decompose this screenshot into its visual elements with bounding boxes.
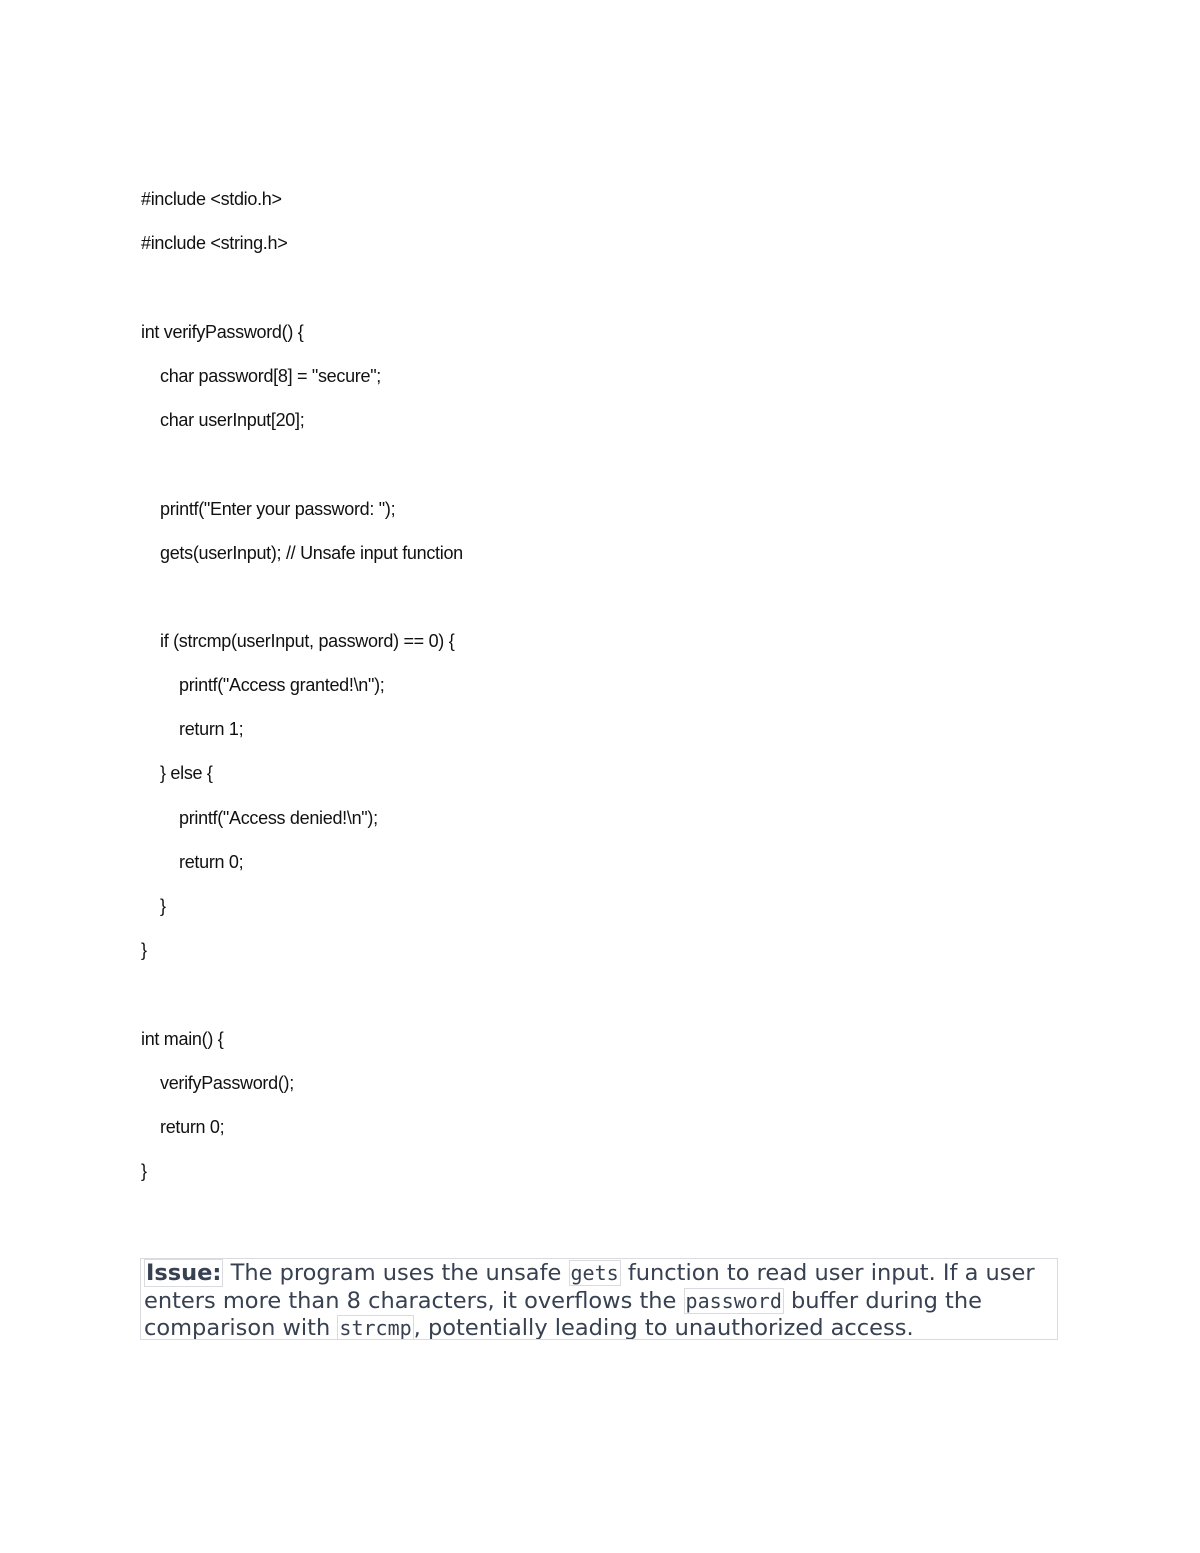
code-line-verify-call: verifyPassword(); bbox=[160, 1073, 294, 1093]
code-line-password-decl: char password[8] = "secure"; bbox=[160, 366, 381, 386]
issue-callout bbox=[140, 1258, 1058, 1340]
code-line-return-1: return 1; bbox=[179, 719, 244, 739]
code-line-include-stdio: #include <stdio.h> bbox=[141, 189, 282, 209]
code-line-else: } else { bbox=[160, 763, 213, 783]
code-line-printf-granted: printf("Access granted!\n"); bbox=[179, 675, 385, 695]
code-line-close-main: } bbox=[141, 1161, 147, 1181]
inline-code-gets: gets bbox=[570, 1261, 619, 1285]
code-line-verify-signature: int verifyPassword() { bbox=[141, 322, 304, 342]
code-line-close-if: } bbox=[160, 896, 166, 916]
code-line-main-signature: int main() { bbox=[141, 1029, 224, 1049]
code-line-gets-call: gets(userInput); // Unsafe input function bbox=[160, 543, 463, 563]
code-line-return-0: return 0; bbox=[179, 852, 244, 872]
code-line-main-return: return 0; bbox=[160, 1117, 225, 1137]
issue-text: buffer during the comparison with bbox=[144, 1287, 982, 1340]
issue-text: , potentially leading to unauthorized access. bbox=[413, 1315, 914, 1340]
inline-code-password: password bbox=[685, 1288, 782, 1313]
code-line-printf-denied: printf("Access denied!\n"); bbox=[179, 808, 378, 828]
code-line-userinput-decl: char userInput[20]; bbox=[160, 410, 305, 430]
issue-text: The program uses the unsafe bbox=[223, 1260, 569, 1286]
issue-text: function to read user input. If a user enters more than 8 characters, it overflows the bbox=[144, 1260, 1035, 1314]
inline-code-strcmp: strcmp bbox=[339, 1316, 412, 1340]
issue-label: Issue: bbox=[146, 1260, 222, 1286]
code-line-if-strcmp: if (strcmp(userInput, password) == 0) { bbox=[160, 631, 455, 651]
code-line-printf-prompt: printf("Enter your password: "); bbox=[160, 499, 396, 519]
code-line-close-function: } bbox=[141, 940, 147, 960]
code-line-include-string: #include <string.h> bbox=[141, 233, 288, 253]
